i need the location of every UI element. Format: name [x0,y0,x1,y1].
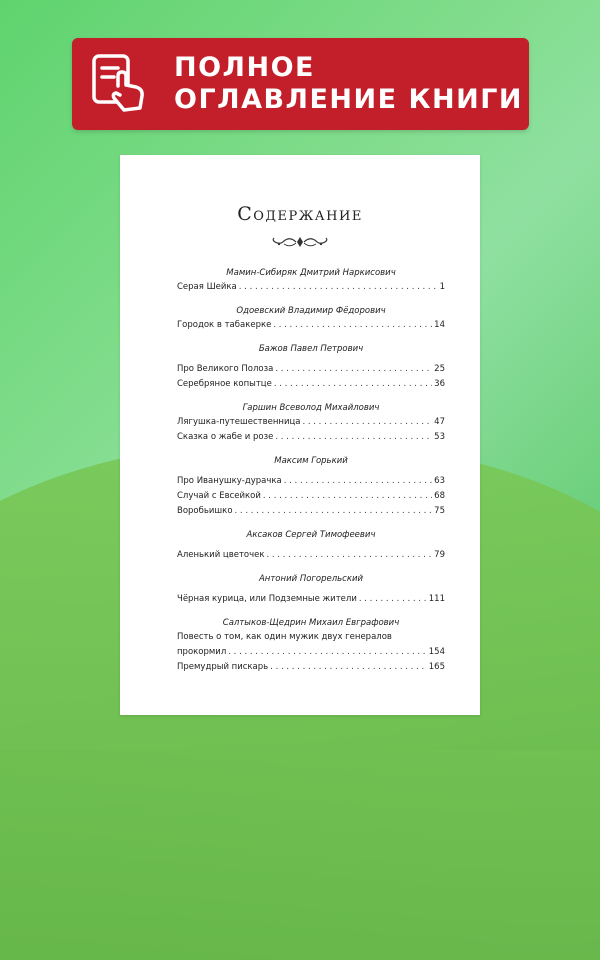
dot-leader [267,548,433,563]
author-heading: Салтыков-Щедрин Михаил Евграфович [222,618,400,628]
toc-entry [177,415,445,430]
entry-title: Случай с Евсейкой [177,491,261,501]
toc-entry [177,504,445,519]
dot-leader [275,362,432,377]
dot-leader [275,430,432,445]
toc-entry [177,474,445,489]
banner-title-line-2: ОГЛАВЛЕНИЕ КНИГИ [174,84,524,115]
author-heading: Мамин-Сибиряк Дмитрий Наркисович [226,268,396,278]
banner-title-line-1: ПОЛНОЕ [174,52,315,83]
entry-title: Городок в табакерке [177,320,272,330]
banner-title [174,52,523,116]
dot-leader [359,592,427,607]
page-title: Содержание [237,203,363,225]
entry-page: 75 [434,506,445,516]
entry-title: Воробьишко [177,506,233,516]
entry-title: прокормил [177,647,227,657]
entry-title-line: Повесть о том, как один мужик двух генералов [177,632,392,642]
dot-leader [274,377,432,392]
book-page [120,155,480,715]
author-heading: Гаршин Всеволод Михайлович [242,403,380,413]
entry-title: Чёрная курица, или Подземные жители [177,594,357,604]
entry-title: Про Иванушку-дурачка [177,476,282,486]
banner [72,38,529,130]
entry-page: 14 [434,320,445,330]
table-of-contents [177,267,445,675]
dot-leader [284,474,432,489]
entry-page: 79 [434,550,445,560]
toc-entry [177,489,445,504]
entry-page: 68 [434,491,445,501]
entry-title: Лягушка-путешественница [177,417,301,427]
entry-page: 63 [434,476,445,486]
entry-page: 36 [434,379,445,389]
author-heading: Бажов Павел Петрович [258,344,364,354]
entry-title: Серая Шейка [177,282,237,292]
entry-page: 47 [434,417,445,427]
dot-leader [302,415,432,430]
entry-title: Аленький цветочек [177,550,265,560]
dot-leader [239,280,438,295]
flourish-ornament [270,235,330,249]
entry-page: 53 [434,432,445,442]
toc-entry [177,430,445,445]
toc-entry [177,318,445,333]
entry-page: 1 [439,282,445,292]
document-hand-icon [88,52,152,116]
toc-entry [177,660,445,675]
entry-title: Премудрый пискарь [177,662,269,672]
author-heading: Одоевский Владимир Фёдорович [236,306,386,316]
dot-leader [263,489,432,504]
entry-title: Про Великого Полоза [177,364,274,374]
dot-leader [235,504,433,519]
toc-entry [177,592,445,607]
entry-page: 165 [428,662,445,672]
entry-page: 111 [428,594,445,604]
toc-entry [177,362,445,377]
author-heading: Максим Горький [274,456,348,466]
entry-page: 25 [434,364,445,374]
author-heading: Антоний Погорельский [258,574,363,584]
dot-leader [228,645,427,660]
toc-entry [177,645,445,660]
entry-title: Сказка о жабе и розе [177,432,274,442]
toc-entry [177,377,445,392]
entry-page: 154 [428,647,445,657]
author-heading: Аксаков Сергей Тимофеевич [246,530,376,540]
dot-leader [270,660,427,675]
toc-entry [177,548,445,563]
toc-entry [177,280,445,295]
dot-leader [273,318,432,333]
entry-title: Серебряное копытце [177,379,272,389]
